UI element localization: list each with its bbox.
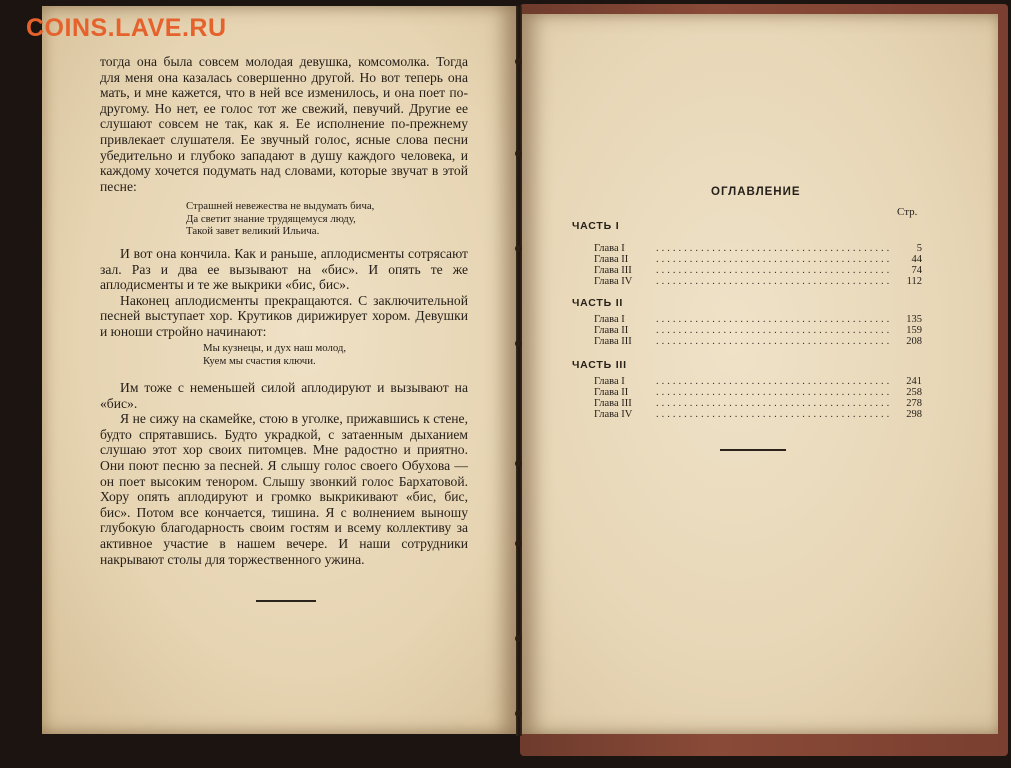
toc-page-number: 5 — [916, 243, 922, 254]
verse-line: Мы кузнецы, и дух наш молод, — [203, 342, 347, 354]
toc-page-number: 298 — [906, 409, 922, 420]
paragraph: Им тоже с неменьшей силой аплодируют и вызывают на «бис». — [100, 380, 468, 411]
toc-page-header: Стр. — [897, 206, 918, 218]
toc-chapter-label: Глава IV — [594, 409, 633, 420]
binding-stitches — [512, 40, 524, 730]
toc-chapter-label: Глава II — [594, 387, 629, 398]
verse-line: Страшней невежества не выдумать бича, — [186, 200, 375, 212]
toc-page-number: 135 — [906, 314, 922, 325]
toc-entry — [594, 314, 922, 325]
toc-page-number: 241 — [906, 376, 922, 387]
verse-line: Такой завет великий Ильича. — [186, 225, 320, 238]
toc-part-title: ЧАСТЬ II — [572, 297, 624, 309]
toc-leader: .......................................... — [656, 265, 893, 276]
paragraph: Наконец аплодисменты прекращаются. С заключительной песней выступает хор. Крутиков дирижирует хором. Девушки и юноши стройно начинают: — [100, 292, 468, 339]
toc-part-title: ЧАСТЬ I — [572, 220, 620, 232]
toc-chapter-label: Глава III — [594, 398, 632, 409]
toc-entry — [594, 325, 922, 336]
toc-part-1-entries — [594, 243, 922, 287]
toc-page-number: 112 — [906, 276, 922, 287]
toc-leader: .......................................... — [656, 276, 893, 287]
paragraph: Я не сижу на скамейке, стою в уголке, прижавшись к стене, будто спрятавшись. Будто украдкой, с затаенным дыханием слушаю этот хор своих питомцев. Мне радостно и приятно. Они поют песню за песней. Я слышу голос своего Обухова — он поет высоким тенором. Слышу звонкий голос Бархатовой. Хору опять аплодируют и громко выкрикивают «бис, бис, бис». Потом все кончается, тишина. Я с волнением выношу глубокую благодарность своим гостям и всему коллективу за активное участие в нашем вечере. И наши сотрудники накрывают столы для торжественного ужина. — [100, 411, 468, 567]
toc-page-number: 278 — [906, 398, 922, 409]
toc-leader: .......................................... — [656, 409, 893, 420]
toc-leader: .......................................... — [656, 325, 893, 336]
watermark: COINS.LAVE.RU — [26, 14, 227, 42]
toc-page-number: 74 — [911, 265, 922, 276]
toc-page-number: 44 — [911, 254, 922, 265]
toc-leader: .......................................... — [656, 398, 893, 409]
toc-entry — [594, 254, 922, 265]
toc-leader: .......................................... — [656, 314, 893, 325]
toc-entry — [594, 265, 922, 276]
toc-page-number: 208 — [906, 336, 922, 347]
paragraph: И вот она кончила. Как и раньше, аплодисменты сотрясают зал. Раз и два ее вызывают на «бис». И опять те же аплодисменты и те же выкрики «бис, бис». — [100, 246, 468, 293]
toc-entry — [594, 243, 922, 254]
toc-page-number: 258 — [906, 387, 922, 398]
end-rule — [720, 449, 786, 451]
toc-part-2-entries — [594, 314, 922, 347]
toc-entry — [594, 398, 922, 409]
toc-leader: .......................................... — [656, 243, 893, 254]
toc-leader: .......................................... — [656, 336, 893, 347]
left-text-block-3 — [100, 380, 468, 567]
toc-chapter-label: Глава IV — [594, 276, 633, 287]
toc-part-3-entries — [594, 376, 922, 420]
toc-entry — [594, 376, 922, 387]
toc-chapter-label: Глава II — [594, 254, 629, 265]
toc-leader: .......................................... — [656, 376, 893, 387]
toc-entry — [594, 336, 922, 347]
toc-chapter-label: Глава III — [594, 336, 632, 347]
left-text-block-2 — [100, 246, 468, 340]
toc-chapter-label: Глава III — [594, 265, 632, 276]
toc-entry — [594, 409, 922, 420]
toc-part-title: ЧАСТЬ III — [572, 359, 627, 371]
toc-chapter-label: Глава I — [594, 243, 625, 254]
toc-chapter-label: Глава I — [594, 376, 625, 387]
end-rule — [256, 600, 316, 602]
toc-leader: .......................................... — [656, 254, 893, 265]
toc-chapter-label: Глава II — [594, 325, 629, 336]
toc-entry — [594, 387, 922, 398]
verse-1 — [186, 200, 374, 238]
paragraph: тогда она была совсем молодая девушка, комсомолка. Тогда для меня она казалась совершенно другой. Но вот теперь она мать, и мне кажется, что в ней все изменилось, и она поет по-другому. Но нет, ее голос тот же свежий, певучий. Другие ее слушают совсем не так, как я. Ее исполнение по-прежнему привлекает слушателя. Ее звучный голос, ясные слова песни убедительно и глубоко западают в душу каждого человека, и каждому хочется подумать над словами, которые звучат в этой песне: — [100, 54, 468, 194]
toc-title: ОГЛАВЛЕНИЕ — [711, 186, 801, 198]
toc-leader: .......................................... — [656, 387, 893, 398]
toc-entry — [594, 276, 922, 287]
right-page — [520, 14, 998, 734]
verse-line: Да светит знание трудящемуся люду, — [186, 212, 356, 225]
toc-page-number: 159 — [906, 325, 922, 336]
verse-line: Куем мы счастия ключи. — [203, 354, 316, 367]
toc-chapter-label: Глава I — [594, 314, 625, 325]
left-text-block-1 — [100, 54, 468, 194]
verse-2 — [203, 342, 346, 367]
